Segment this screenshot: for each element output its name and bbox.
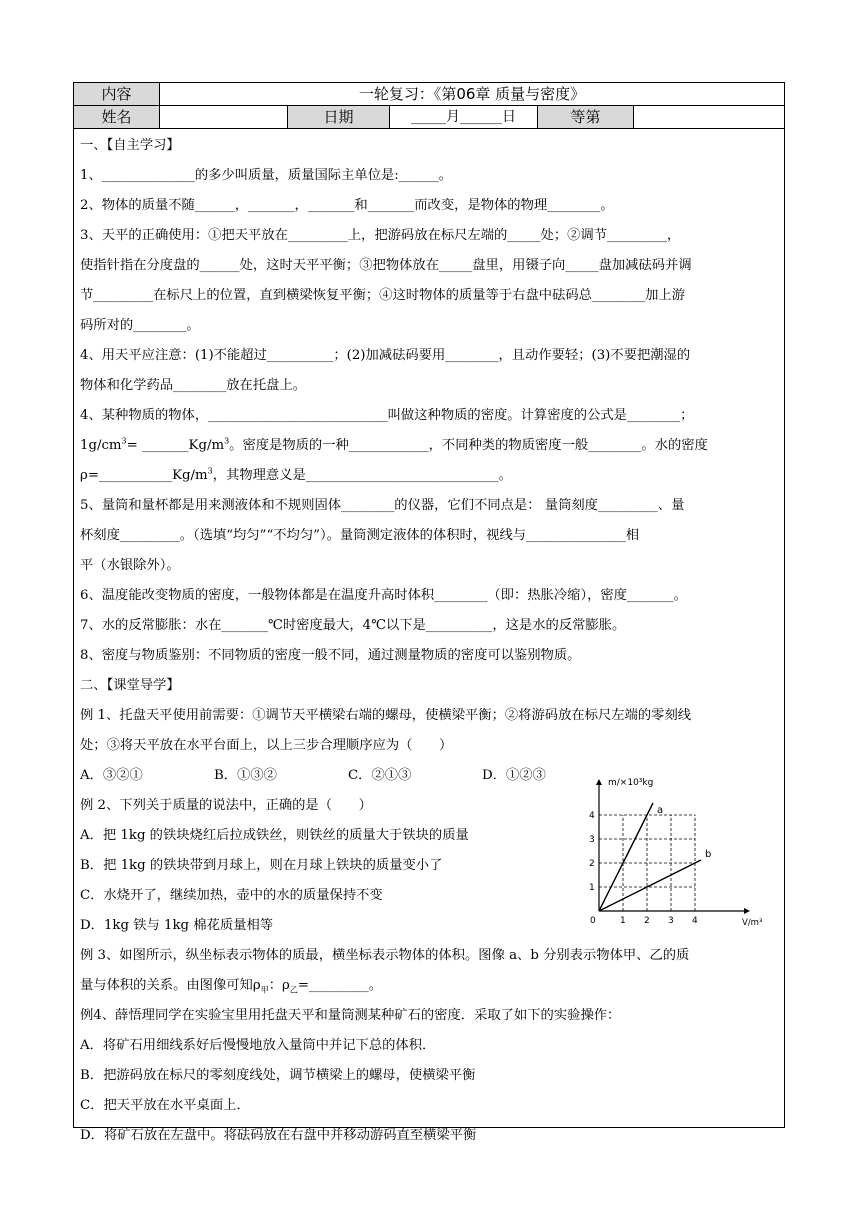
example-2-option[interactable]: C．水烧开了，继续加热，壶中的水的质量保持不变 bbox=[80, 888, 383, 903]
header-row-1 bbox=[74, 83, 784, 106]
option-c[interactable]: C．②①③ bbox=[348, 768, 412, 783]
option-a[interactable]: A．③②① bbox=[80, 768, 143, 783]
example-2-option[interactable]: A．把 1kg 的铁块烧红后拉成铁丝，则铁丝的质量大于铁块的质量 bbox=[80, 828, 469, 843]
content-label: 内容 bbox=[74, 83, 160, 105]
example-1-line: 例 1、托盘天平使用前需要：①调节天平横梁右端的螺母，使横梁平衡；②将游码放在标尺左端的零刻线 bbox=[80, 708, 692, 723]
question-line: 平（水银除外）。 bbox=[80, 558, 180, 573]
x-axis-label: V/m³ bbox=[742, 918, 763, 928]
date-label: 日期 bbox=[288, 106, 390, 128]
date-field[interactable]: _____月______日 bbox=[390, 106, 538, 128]
option-d[interactable]: D．①②③ bbox=[482, 768, 546, 783]
series-label-a: a bbox=[657, 805, 664, 816]
grade-field[interactable] bbox=[634, 106, 784, 128]
question-line: 7、水的反常膨胀：水在_______℃时密度最大，4℃以下是__________，这是水的反常膨胀。 bbox=[80, 618, 626, 633]
example-2-option[interactable]: B．把 1kg 的铁块带到月球上，则在月球上铁块的质量变小了 bbox=[80, 858, 443, 873]
question-line: 5、量筒和量杯都是用来测液体和不规则固体________的仪器，它们不同点是： 量筒刻度_________、量 bbox=[80, 498, 685, 513]
mass-volume-graph bbox=[574, 773, 774, 933]
question-line: 使指针指在分度盘的______处，这时天平平衡；③把物体放在_____盘里，用镊子向_____盘加减砝码并调 bbox=[80, 258, 692, 273]
series-line-a bbox=[599, 803, 653, 911]
x-tick-label: 2 bbox=[644, 916, 650, 926]
example-4-step: B．把游码放在标尺的零刻度线处，调节横梁上的螺母，使横梁平衡 bbox=[80, 1068, 476, 1083]
y-axis-label: m/×10³kg bbox=[608, 778, 654, 788]
y-tick-label: 3 bbox=[589, 835, 595, 845]
section-heading-self-study: 一、【自主学习】 bbox=[80, 138, 180, 153]
x-tick-label: 3 bbox=[668, 916, 674, 926]
example-4-step: A．将矿石用细线系好后慢慢地放入量筒中并记下总的体积． bbox=[80, 1038, 436, 1053]
question-line-density-units: $1g/cm^3=$ $\_\_\_\_\_\_\_Kg/m^3$。密度是物质的一种____________，不同种类的物质密度一般________。水的密度 bbox=[80, 436, 708, 453]
name-label: 姓名 bbox=[74, 106, 160, 128]
example-3-line: 例 3、如图所示，纵坐标表示物体的质最，横坐标表示物体的体积。图像 a、b 分别表示物体甲、乙的质 bbox=[80, 948, 690, 963]
y-tick-label: 1 bbox=[589, 883, 595, 893]
series-label-b: b bbox=[705, 849, 712, 860]
example-2-line: 例 2、下列关于质量的说法中，正确的是（ ） bbox=[80, 798, 372, 813]
example-4-line: 例4、薛悟理同学在实验宝里用托盘天平和量筒测某种矿石的密度．采取了如下的实验操作： bbox=[80, 1008, 621, 1023]
example-3-line: 量与体积的关系。由图像可知$\rho_甲$：$\rho_乙=\_\_\_\_\_\_\_\_\_$。 bbox=[80, 978, 383, 995]
question-line: 8、密度与物质鉴别：不同物质的密度一般不同，通过测量物质的密度可以鉴别物质。 bbox=[80, 648, 581, 663]
x-axis-arrow bbox=[744, 908, 750, 914]
page-title: 一轮复习：《第06章 质量与密度》 bbox=[358, 85, 586, 103]
graph-grid bbox=[599, 815, 695, 911]
x-tick-label: 4 bbox=[692, 916, 698, 926]
header-row-2 bbox=[74, 106, 784, 129]
question-line: 1、______________的多少叫质量，质量国际主单位是:______。 bbox=[80, 168, 452, 183]
worksheet-body bbox=[80, 131, 780, 1151]
example-2-option[interactable]: D．1kg 铁与 1kg 棉花质量相等 bbox=[80, 918, 274, 933]
question-line: 物体和化学药品________放在托盘上。 bbox=[80, 378, 307, 393]
name-field[interactable] bbox=[160, 106, 288, 128]
section-heading-class-guide: 二、【课堂导学】 bbox=[80, 678, 180, 693]
question-line: 节_________在标尺上的位置，直到横梁恢复平衡；④这时物体的质量等于右盘中砝码总________加上游 bbox=[80, 288, 686, 303]
question-line: 4、某种物质的物体，___________________________叫做这种物质的密度。计算密度的公式是________； bbox=[80, 408, 694, 423]
y-tick-label: 4 bbox=[589, 811, 595, 821]
question-line: 3、天平的正确使用：①把天平放在_________上，把游码放在标尺左端的_____处；②调节_________， bbox=[80, 228, 681, 243]
example-1-line: 处；③将天平放在水平台面上，以上三步合理顺序应为（ ） bbox=[80, 738, 453, 753]
y-axis-arrow bbox=[596, 779, 602, 785]
example-4-step: D．将矿石放在左盘中。将砝码放在右盘中并移动游码直至横梁平衡 bbox=[80, 1128, 477, 1143]
question-line: 4、用天平应注意：(1)不能超过__________；(2)加减砝码要用________，且动作要轻；(3)不要把潮湿的 bbox=[80, 348, 691, 363]
x-tick-label: 1 bbox=[620, 916, 626, 926]
example-4-step: C．把天平放在水平桌面上． bbox=[80, 1098, 250, 1113]
worksheet bbox=[73, 82, 785, 1143]
question-line: 2、物体的质量不随______，_______，_______和_______而改变，是物体的物理________。 bbox=[80, 198, 614, 213]
question-line: 码所对的________。 bbox=[80, 318, 200, 333]
series-line-b bbox=[599, 860, 701, 911]
grade-label: 等第 bbox=[538, 106, 634, 128]
question-line-water-density: $\rho=\_\_\_\_\_\_\_\_\_\_\_Kg/m^3$，其物理意义是_____________________________。 bbox=[80, 466, 512, 483]
y-tick-label: 2 bbox=[589, 859, 595, 869]
question-line: 6、温度能改变物质的密度，一般物体都是在温度升高时体积________（即：热胀冷缩），密度_______。 bbox=[80, 588, 687, 603]
origin-label: 0 bbox=[590, 916, 596, 926]
question-line: 杯刻度_________。（选填“均匀”“不均匀”）。量筒测定液体的体积时，视线与_______________相 bbox=[80, 528, 640, 543]
option-b[interactable]: B．①③② bbox=[214, 768, 277, 783]
